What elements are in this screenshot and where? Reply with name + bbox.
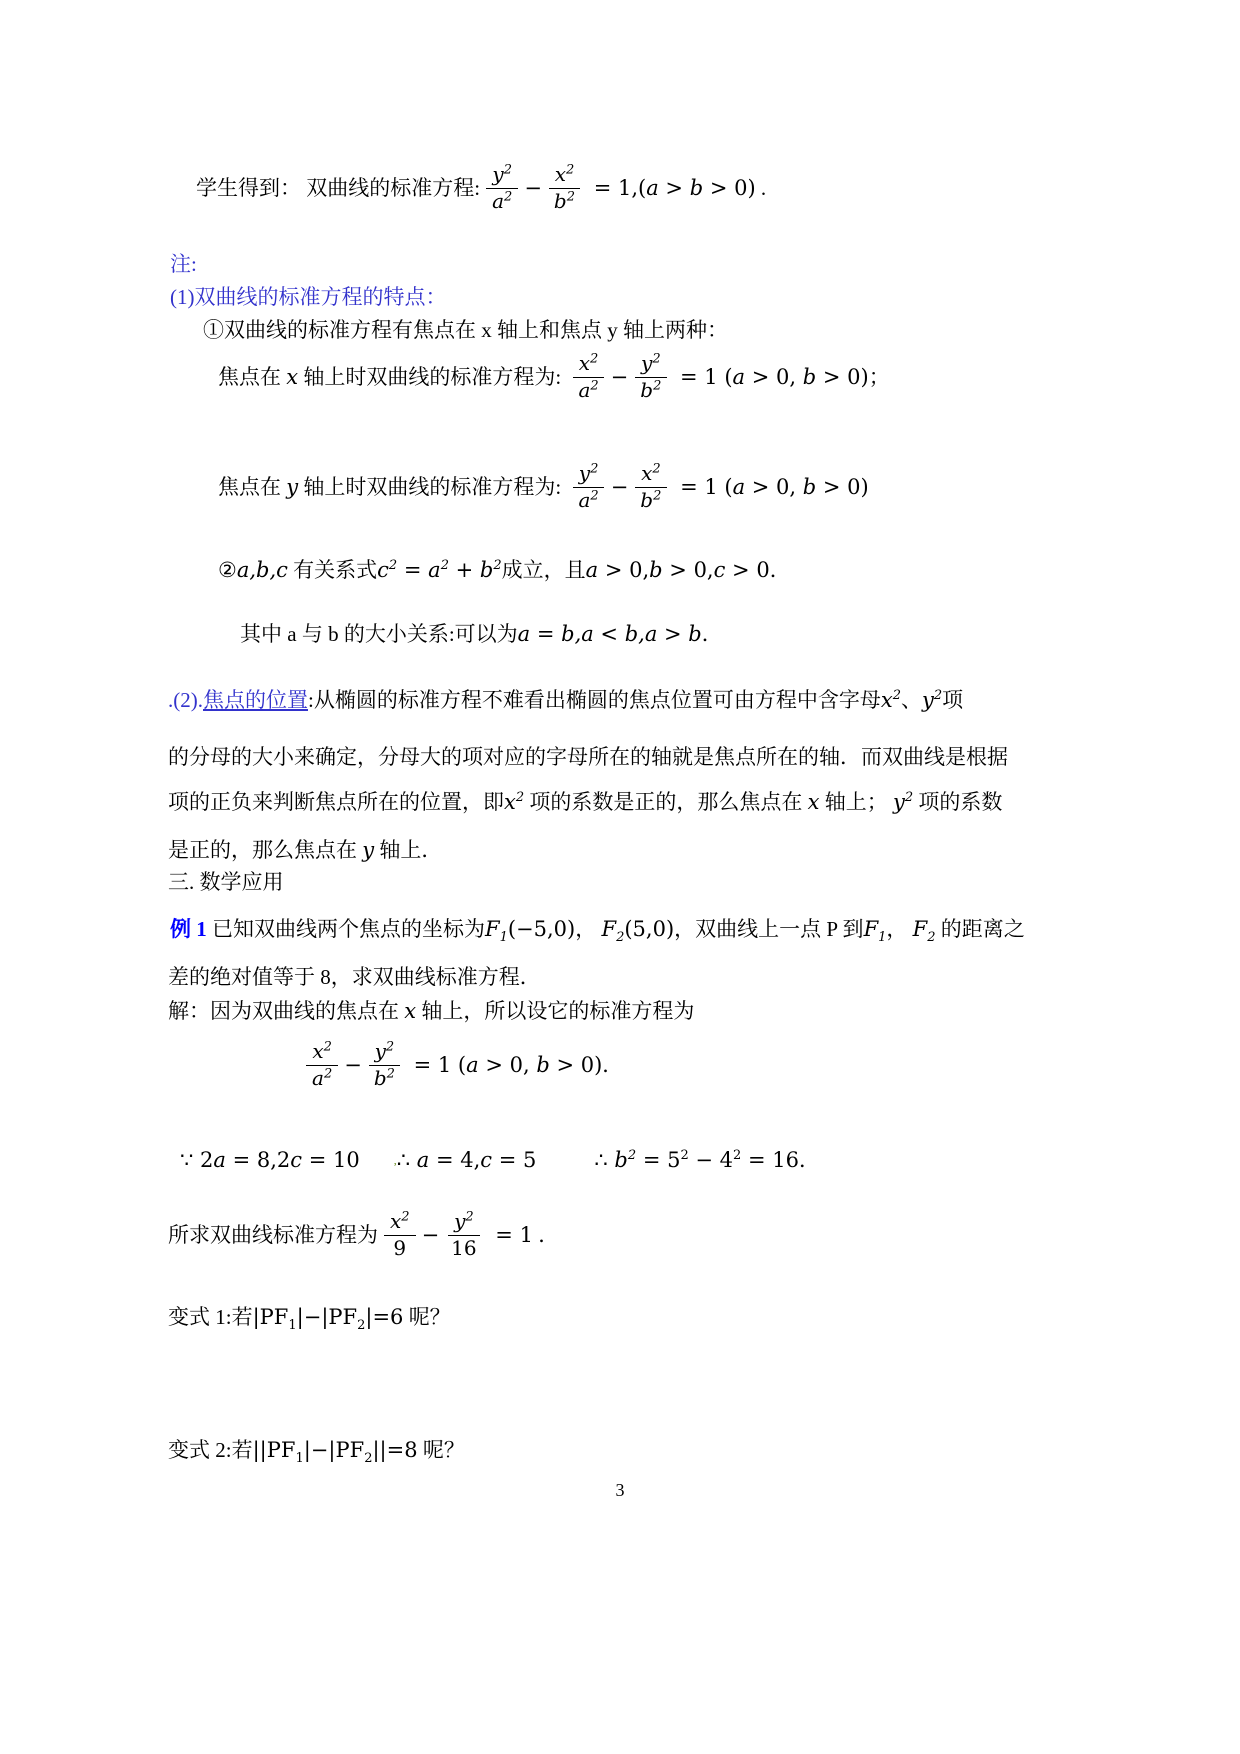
- superscript: 2: [504, 189, 513, 205]
- math-fraction: [384, 1210, 416, 1260]
- math-run: = 4,: [429, 1148, 481, 1172]
- text-run: ,: [393, 1153, 397, 1168]
- text-run: ．: [799, 1148, 820, 1172]
- superscript: 2: [653, 378, 662, 394]
- math-run: −: [421, 1222, 440, 1247]
- superscript: 2: [386, 1066, 395, 1082]
- text-run: 是正的，那么焦点在: [168, 838, 363, 862]
- text-run: .(2).: [168, 688, 203, 712]
- superscript: 2: [733, 1148, 742, 1163]
- text-run: 项的正负来判断焦点所在的位置，即: [168, 790, 504, 814]
- fraction-numerator: [384, 1210, 416, 1236]
- math-run: ∴: [594, 1148, 615, 1172]
- math-run: = 1,(: [587, 175, 647, 200]
- text-run: 学生得到： 双曲线的标准方程:: [196, 175, 481, 200]
- math-run: a: [466, 1052, 479, 1077]
- text-run: ．: [602, 1052, 624, 1077]
- math-run: b: [802, 474, 817, 499]
- math-run: $c^2$: [377, 558, 398, 582]
- example-1-line-1: [170, 915, 1025, 946]
- fraction-denominator: [548, 189, 581, 213]
- math-run: =: [397, 558, 429, 582]
- fraction-numerator: [573, 352, 605, 378]
- formula-focus-y-axis: [218, 462, 869, 512]
- formula-focus-x-axis: [218, 352, 890, 402]
- math-run: $a^2$: [428, 558, 449, 582]
- spacer: [360, 1160, 394, 1161]
- intro-formula-line: [196, 163, 766, 213]
- text-run: 差的绝对值等于 8，求双曲线标准方程．: [168, 965, 541, 989]
- math-run: (5,0): [624, 917, 675, 941]
- math-fraction: [572, 352, 604, 402]
- superscript: 2: [627, 1148, 637, 1163]
- math-run: a: [646, 175, 659, 200]
- math-run: (−5,0): [507, 917, 576, 941]
- superscript: 2: [680, 1148, 689, 1163]
- denominator-value: $b^2$: [553, 189, 576, 213]
- math-run: = 1 (: [673, 474, 733, 499]
- point-1-item-2: [218, 556, 791, 584]
- denominator-value: $b^2$: [640, 378, 662, 402]
- superscript: 2: [892, 688, 901, 703]
- solution-result: [168, 1210, 559, 1260]
- subscript: 2: [927, 930, 936, 946]
- subscript: 1: [878, 930, 887, 946]
- math-run: +: [448, 558, 480, 582]
- math-run: $F_1$: [863, 917, 887, 946]
- superscript: 2: [590, 461, 599, 477]
- fraction-numerator: [306, 1040, 338, 1066]
- math-run: a: [416, 1148, 430, 1172]
- superscript: 2: [388, 558, 398, 573]
- text-run: ，双曲线上一点 P 到: [674, 917, 864, 941]
- numerator-value: $x^2$: [390, 1209, 410, 1233]
- fraction-denominator: [387, 1236, 412, 1260]
- fraction-numerator: [573, 462, 605, 488]
- text-run: 呢？: [417, 1438, 465, 1462]
- superscript: 2: [566, 189, 576, 205]
- text-run: 轴上；: [819, 790, 893, 814]
- note-point-1-heading: [170, 283, 447, 311]
- numerator-value: $y^2$: [641, 351, 661, 375]
- math-fraction: [368, 1040, 401, 1090]
- text-run: 的距离之: [935, 917, 1025, 941]
- solution-formula: [300, 1040, 623, 1090]
- numerator-value: $y^2$: [374, 1039, 395, 1063]
- math-run: > 0): [549, 1052, 603, 1077]
- numerator-value: $x^2$: [312, 1039, 332, 1063]
- denominator-value: $a^2$: [578, 488, 599, 512]
- math-run: $F_2$: [912, 917, 936, 946]
- superscript: 2: [904, 790, 914, 805]
- math-run: a = b,a < b,a > b: [517, 622, 702, 646]
- math-run: b: [802, 364, 817, 389]
- solution-line-1: [168, 997, 694, 1025]
- text-run: ．: [701, 622, 723, 646]
- math-run: x: [404, 999, 417, 1023]
- superscript: 2: [590, 351, 599, 367]
- math-run: > 0,: [745, 474, 803, 499]
- math-run: −: [610, 474, 629, 499]
- numerator-value: $y^2$: [492, 162, 512, 186]
- superscript: 2: [590, 378, 599, 394]
- superscript: 2: [465, 1209, 474, 1225]
- superscript: 2: [653, 488, 662, 504]
- math-run: ∴: [396, 1148, 417, 1172]
- math-fraction: [548, 163, 581, 213]
- math-run: $|-|PF_2$: [296, 1305, 366, 1334]
- math-fraction: [306, 1040, 338, 1090]
- variation-2: [168, 1436, 465, 1467]
- fraction-numerator: [635, 352, 667, 378]
- fraction-denominator: [572, 378, 604, 402]
- denominator-value: $b^2$: [640, 488, 662, 512]
- numerator-value: $y^2$: [578, 461, 599, 485]
- text-run: 焦点在: [218, 474, 287, 499]
- text-run: ②: [218, 558, 237, 582]
- text-run: ；: [868, 364, 890, 389]
- superscript: 2: [401, 1209, 410, 1225]
- numerator-value: $x^2$: [554, 162, 575, 186]
- math-fraction: [572, 462, 604, 512]
- math-run: $b^2$: [614, 1148, 637, 1172]
- note-point-2-para-line-4: [168, 836, 442, 864]
- numerator-value: $y^2$: [454, 1209, 474, 1233]
- denominator-value: $a^2$: [578, 378, 599, 402]
- math-run: = 8,2: [225, 1148, 291, 1172]
- text-run: 解：因为双曲线的焦点在: [168, 999, 405, 1023]
- math-run: −: [610, 364, 629, 389]
- text-run: 轴上，所以设它的标准方程为: [416, 999, 695, 1023]
- point-1-item-1: [203, 316, 728, 344]
- denominator-value: $a^2$: [492, 189, 513, 213]
- text-run: 呢？: [403, 1305, 451, 1329]
- numerator-value: $x^2$: [578, 351, 599, 375]
- math-run: >: [658, 175, 690, 200]
- math-run: $F_1$: [485, 917, 508, 946]
- text-run: ，: [575, 917, 602, 941]
- solution-deduction: [180, 1146, 820, 1174]
- text-run: 所求双曲线标准方程为: [168, 1222, 378, 1247]
- variation-1: [168, 1303, 451, 1334]
- superscript: 2: [440, 558, 449, 573]
- fraction-denominator: [634, 378, 667, 402]
- page-number: 3: [615, 1480, 625, 1500]
- superscript: 2: [493, 558, 502, 573]
- denominator-value: $b^2$: [373, 1066, 395, 1090]
- math-run: $b^2$: [479, 558, 502, 582]
- text-run: 项的系数是正的，那么焦点在: [524, 790, 808, 814]
- text-run: ①双曲线的标准方程有焦点在 x 轴上和焦点 y 轴上两种：: [203, 318, 728, 342]
- denominator-value: $a^2$: [312, 1066, 333, 1090]
- text-run: :从椭圆的标准方程不难看出椭圆的焦点位置可由方程中含字母: [308, 688, 881, 712]
- math-run: $y^2$: [921, 688, 943, 712]
- fraction-denominator: [368, 1066, 401, 1090]
- fraction-denominator: [486, 189, 518, 213]
- text-run: 其中 a 与 b 的大小关系:可以为: [240, 622, 518, 646]
- math-run: $x^2$: [880, 688, 901, 712]
- text-run: 变式 2:若: [168, 1438, 253, 1462]
- math-run: = $5^2$: [636, 1148, 689, 1172]
- text-run: 、: [900, 688, 922, 712]
- subscript: 2: [364, 1451, 373, 1467]
- text-run: 项: [942, 688, 964, 712]
- text-run: ．: [769, 558, 791, 582]
- math-run: c: [713, 558, 726, 582]
- fraction-denominator: [572, 488, 604, 512]
- fraction-numerator: [369, 1040, 401, 1066]
- text-run: 例 1: [170, 917, 207, 941]
- math-run: > 0): [816, 364, 869, 389]
- math-fraction: [486, 163, 518, 213]
- math-run: > 0,: [478, 1052, 537, 1077]
- text-run: 轴上时双曲线的标准方程为:: [298, 364, 567, 389]
- text-run: ．: [532, 1222, 560, 1247]
- numerator-value: $x^2$: [641, 461, 661, 485]
- text-run: 注:: [170, 252, 197, 276]
- text-run: 轴上．: [374, 838, 443, 862]
- text-run: ，: [886, 917, 913, 941]
- note-label: [170, 250, 197, 278]
- superscript: 2: [933, 688, 943, 703]
- math-run: a: [732, 474, 746, 499]
- note-point-2-para-line-3: [168, 788, 1002, 816]
- math-run: $x^2$: [504, 790, 525, 814]
- superscript: 2: [652, 461, 661, 477]
- math-run: a: [732, 364, 746, 389]
- math-run: $y^2$: [892, 790, 914, 814]
- superscript: 2: [515, 790, 525, 805]
- text-run: 的分母的大小来确定，分母大的项对应的字母所在的轴就是焦点所在的轴．而双曲线是根据: [168, 745, 1008, 769]
- fraction-numerator: [549, 163, 581, 189]
- math-run: > 0: [725, 558, 770, 582]
- math-run: y: [362, 838, 375, 862]
- superscript: 2: [385, 1039, 395, 1055]
- math-run: |=6: [365, 1305, 404, 1329]
- math-run: −: [524, 175, 542, 200]
- superscript: 2: [503, 162, 512, 178]
- text-run: (1)双曲线的标准方程的特点：: [170, 285, 447, 309]
- math-fraction: [445, 1210, 482, 1260]
- math-run: $|-|PF_2$: [303, 1438, 373, 1467]
- superscript: 2: [323, 1039, 332, 1055]
- math-run: = 1 (: [673, 364, 733, 389]
- math-run: = 1: [488, 1222, 533, 1247]
- subscript: 1: [295, 1451, 304, 1467]
- text-run: 变式 1:若: [168, 1305, 253, 1329]
- math-fraction: [634, 352, 667, 402]
- fraction-numerator: [448, 1210, 480, 1236]
- math-run: > 0): [703, 175, 756, 200]
- math-run: $F_2$: [601, 917, 625, 946]
- math-run: c: [290, 1148, 303, 1172]
- superscript: 2: [652, 351, 661, 367]
- math-run: a,b,c: [236, 558, 288, 582]
- math-run: > 0): [816, 474, 869, 499]
- math-fraction: [634, 462, 667, 512]
- subscript: 2: [357, 1318, 366, 1334]
- math-run: = 10: [302, 1148, 360, 1172]
- superscript: 2: [323, 1066, 333, 1082]
- text-run: 成立，且: [501, 558, 586, 582]
- ab-relation-line: [240, 620, 723, 648]
- math-run: $|PF_1$: [252, 1305, 297, 1334]
- math-run: > 0,: [662, 558, 714, 582]
- math-run: ∵ 2: [180, 1148, 214, 1172]
- math-run: > 0,: [745, 364, 803, 389]
- math-run: −: [344, 1052, 362, 1077]
- math-run: ||=8: [372, 1438, 418, 1462]
- text-run: 焦点的位置: [203, 688, 308, 712]
- fraction-numerator: [486, 163, 518, 189]
- math-run: $||PF_1$: [252, 1438, 304, 1467]
- subscript: 2: [616, 930, 625, 946]
- text-run: 轴上时双曲线的标准方程为:: [298, 474, 567, 499]
- text-run: 焦点在: [218, 364, 287, 389]
- math-run: x: [286, 364, 299, 389]
- text-run: .: [755, 175, 767, 200]
- note-point-2-para-line-2: [168, 743, 1008, 771]
- math-run: = 1 (: [406, 1052, 467, 1077]
- superscript: 2: [590, 488, 599, 504]
- math-run: a: [585, 558, 599, 582]
- math-run: c: [480, 1148, 493, 1172]
- math-run: b: [689, 175, 704, 200]
- text-run: 有关系式: [287, 558, 378, 582]
- fraction-denominator: [445, 1236, 482, 1260]
- denominator-value: 9: [393, 1236, 407, 1260]
- text-run: 三. 数学应用: [168, 870, 284, 894]
- math-run: = 16: [741, 1148, 799, 1172]
- math-run: x: [807, 790, 820, 814]
- subscript: 1: [499, 930, 508, 946]
- math-run: − $4^2$: [688, 1148, 742, 1172]
- denominator-value: 16: [451, 1236, 477, 1260]
- math-run: b: [649, 558, 663, 582]
- math-run: a: [213, 1148, 226, 1172]
- fraction-denominator: [306, 1066, 338, 1090]
- note-point-2-para-line-1: [168, 686, 963, 714]
- superscript: 2: [565, 162, 575, 178]
- section-3-heading: [168, 868, 284, 896]
- math-run: = 5: [492, 1148, 537, 1172]
- fraction-denominator: [634, 488, 667, 512]
- math-run: b: [536, 1052, 550, 1077]
- subscript: 1: [288, 1318, 297, 1334]
- text-run: 已知双曲线两个焦点的坐标为: [206, 917, 485, 941]
- fraction-numerator: [635, 462, 667, 488]
- math-run: y: [286, 474, 299, 499]
- spacer: [536, 1160, 594, 1161]
- text-run: 项的系数: [913, 790, 1003, 814]
- math-run: > 0,: [598, 558, 650, 582]
- example-1-line-2: [168, 963, 541, 991]
